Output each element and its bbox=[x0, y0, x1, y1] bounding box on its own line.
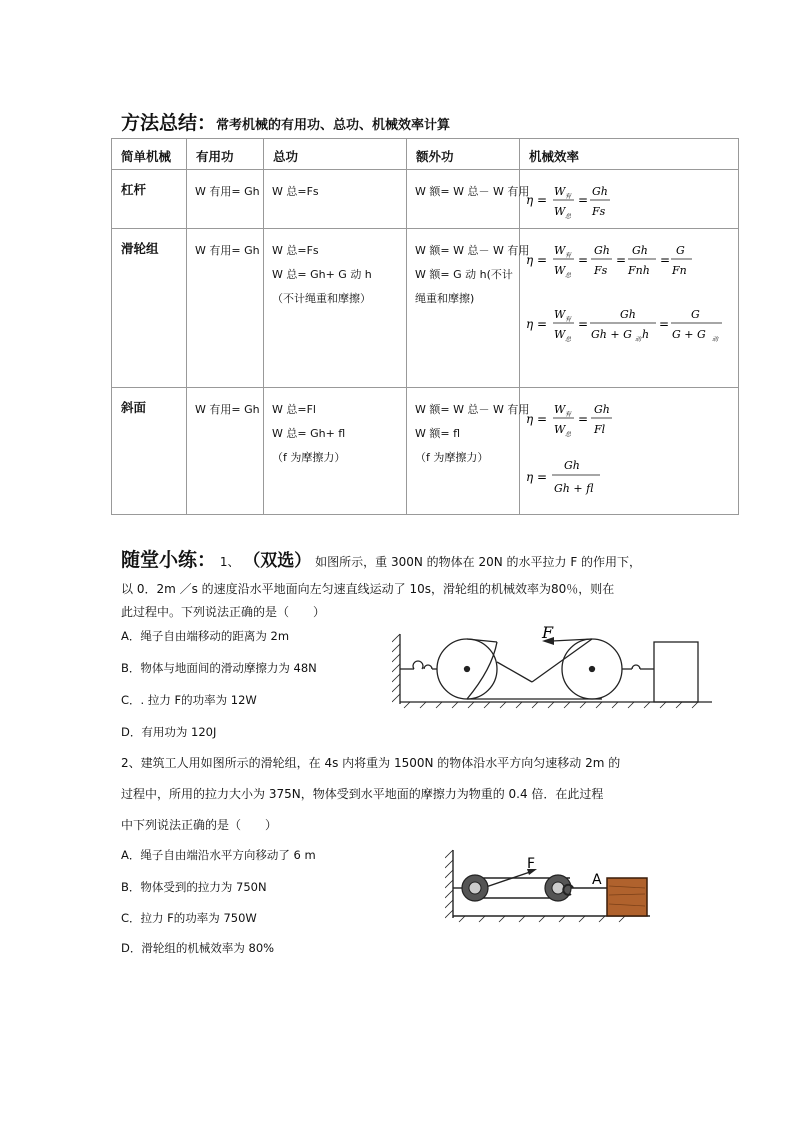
svg-text:Fnh: Fnh bbox=[628, 264, 650, 278]
q2-option-d: D．滑轮组的机械效率为 80% bbox=[121, 941, 275, 955]
q1-option-b: B．物体与地面间的滑动摩擦力为 48N bbox=[121, 661, 317, 675]
svg-text:η =: η = bbox=[526, 412, 548, 427]
svg-text:Fs: Fs bbox=[594, 264, 608, 278]
header-extra-work: 额外功 bbox=[407, 139, 520, 170]
q2-option-a: A．绳子自由端沿水平方向移动了 6 m bbox=[121, 848, 316, 862]
svg-text:η =: η = bbox=[526, 317, 548, 332]
svg-text:=: = bbox=[578, 317, 589, 332]
q2-option-c: C．拉力 F的功率为 750W bbox=[121, 911, 257, 925]
svg-text:Fs: Fs bbox=[592, 205, 606, 219]
practice-heading: 随堂小练： bbox=[121, 549, 217, 571]
q2-text-line: 2、建筑工人用如图所示的滑轮组，在 4s 内将重为 1500N 的物体沿水平方向匀速移动 2m 的 bbox=[121, 756, 621, 770]
useful-line: W 有用= Gh bbox=[195, 403, 260, 417]
q1-force-label: F bbox=[542, 623, 554, 642]
useful-cell bbox=[187, 229, 264, 388]
header-efficiency: 机械效率 bbox=[520, 139, 739, 170]
svg-text:动: 动 bbox=[635, 336, 642, 344]
q1-text-line: 以 0．2m ／s 的速度沿水平地面向左匀速直线运动了 10s，滑轮组的机械效率为80％，则在 bbox=[121, 582, 615, 596]
q1-option-c: C．. 拉力 F的功率为 12W bbox=[121, 693, 257, 707]
svg-text:=: = bbox=[578, 253, 589, 268]
svg-text:W: W bbox=[554, 205, 566, 219]
svg-text:=: = bbox=[659, 317, 670, 332]
svg-text:Fl: Fl bbox=[594, 423, 606, 437]
efficiency-cell bbox=[520, 170, 739, 229]
efficiency-formula-lever bbox=[524, 173, 734, 225]
efficiency-formula-incline bbox=[524, 391, 734, 509]
svg-text:W: W bbox=[554, 423, 566, 437]
svg-text:Fn: Fn bbox=[672, 264, 687, 278]
table-row bbox=[112, 229, 739, 388]
svg-text:W: W bbox=[554, 185, 566, 199]
extra-line: W 额= W 总－ W 有用 bbox=[415, 244, 530, 258]
svg-text:Gh: Gh bbox=[620, 308, 636, 322]
useful-line: W 有用= Gh bbox=[195, 244, 260, 258]
svg-text:W: W bbox=[554, 308, 566, 322]
summary-heading: 方法总结： bbox=[121, 112, 217, 134]
svg-text:=: = bbox=[616, 253, 627, 268]
q1-tag: （双选） bbox=[243, 551, 312, 571]
total-line: W 总= Gh+ G 动 h bbox=[272, 268, 372, 282]
extra-cell bbox=[407, 388, 530, 515]
efficiency-formula-pulley bbox=[524, 232, 736, 382]
total-line: W 总=Fs bbox=[272, 244, 319, 258]
total-line: W 总=Fs bbox=[272, 185, 319, 199]
total-line: （f 为摩擦力） bbox=[272, 451, 346, 465]
svg-text:=: = bbox=[660, 253, 671, 268]
extra-line: W 额= W 总－ W 有用 bbox=[415, 185, 530, 199]
q1-text-line: 如图所示，重 300N 的物体在 20N 的水平拉力 F 的作用下， bbox=[315, 555, 642, 569]
q2-block-label: A bbox=[592, 872, 602, 888]
svg-text:W: W bbox=[554, 264, 566, 278]
svg-text:总: 总 bbox=[565, 431, 572, 439]
q1-text-line: 此过程中。下列说法正确的是（ ） bbox=[121, 605, 326, 619]
extra-line: W 额= W 总－ W 有用 bbox=[415, 403, 530, 417]
q2-pulley-figure bbox=[445, 848, 655, 924]
extra-cell bbox=[407, 229, 530, 388]
q2-text-line: 中下列说法正确的是（ ） bbox=[121, 818, 278, 832]
svg-text:W: W bbox=[554, 328, 566, 342]
extra-line: （f 为摩擦力） bbox=[415, 451, 489, 465]
table-row bbox=[112, 170, 739, 229]
svg-text:h: h bbox=[642, 328, 650, 342]
efficiency-cell bbox=[520, 229, 739, 388]
total-line: W 总=Fl bbox=[272, 403, 316, 417]
svg-text:G + G: G + G bbox=[672, 328, 706, 342]
svg-text:η =: η = bbox=[526, 253, 548, 268]
summary-title bbox=[121, 108, 450, 135]
svg-text:=: = bbox=[578, 193, 589, 208]
extra-line: 绳重和摩擦) bbox=[415, 292, 475, 306]
svg-text:总: 总 bbox=[565, 336, 572, 344]
svg-text:η =: η = bbox=[526, 470, 548, 485]
extra-cell bbox=[407, 170, 530, 229]
useful-line: W 有用= Gh bbox=[195, 185, 260, 199]
svg-text:Gh: Gh bbox=[592, 185, 608, 199]
useful-cell bbox=[187, 170, 264, 229]
total-cell bbox=[264, 229, 407, 388]
header-useful-work: 有用功 bbox=[187, 139, 264, 170]
q2-text-line: 过程中，所用的拉力大小为 375N，物体受到水平地面的摩擦力为物重的 0.4 倍．在此过程 bbox=[121, 787, 604, 801]
q1-number: 1、 bbox=[219, 555, 240, 569]
header-machine: 简单机械 bbox=[112, 139, 187, 170]
row-name: 斜面 bbox=[112, 388, 187, 515]
total-cell bbox=[264, 170, 407, 229]
header-total-work: 总功 bbox=[264, 139, 407, 170]
svg-text:=: = bbox=[578, 412, 589, 427]
q2-option-b: B．物体受到的拉力为 750N bbox=[121, 880, 267, 894]
svg-text:Gh: Gh bbox=[594, 403, 610, 417]
total-line: （不计绳重和摩擦） bbox=[272, 292, 371, 306]
extra-line: W 额= G 动 h(不计 bbox=[415, 268, 513, 282]
svg-text:有: 有 bbox=[565, 411, 572, 419]
svg-text:G: G bbox=[691, 308, 700, 322]
q1-option-d: D．有用功为 120J bbox=[121, 725, 217, 739]
practice-q1-header bbox=[121, 545, 641, 572]
svg-text:有: 有 bbox=[565, 316, 572, 324]
svg-text:Gh: Gh bbox=[564, 459, 580, 473]
q2-force-label: F bbox=[527, 856, 536, 872]
table-header-row bbox=[112, 139, 739, 170]
q1-pulley-figure bbox=[392, 622, 718, 712]
methods-table bbox=[111, 138, 739, 515]
svg-text:η =: η = bbox=[526, 193, 548, 208]
svg-text:Gh + G: Gh + G bbox=[591, 328, 632, 342]
total-cell bbox=[264, 388, 407, 515]
svg-text:G: G bbox=[676, 244, 685, 258]
summary-subheading: 常考机械的有用功、总功、机械效率计算 bbox=[216, 118, 451, 133]
extra-line: W 额= fl bbox=[415, 427, 461, 441]
svg-text:总: 总 bbox=[565, 213, 572, 221]
table-row bbox=[112, 388, 739, 515]
svg-text:W: W bbox=[554, 244, 566, 258]
svg-text:Gh: Gh bbox=[594, 244, 610, 258]
total-line: W 总= Gh+ fl bbox=[272, 427, 346, 441]
row-name: 杠杆 bbox=[112, 170, 187, 229]
svg-text:Gh + fl: Gh + fl bbox=[554, 482, 594, 496]
svg-text:总: 总 bbox=[565, 272, 572, 280]
svg-text:有: 有 bbox=[565, 252, 572, 260]
q1-option-a: A．绳子自由端移动的距离为 2m bbox=[121, 629, 290, 643]
svg-text:W: W bbox=[554, 403, 566, 417]
useful-cell bbox=[187, 388, 264, 515]
svg-text:动: 动 bbox=[712, 336, 719, 344]
svg-text:有: 有 bbox=[565, 193, 572, 201]
efficiency-cell bbox=[520, 388, 739, 515]
svg-text:Gh: Gh bbox=[632, 244, 648, 258]
row-name: 滑轮组 bbox=[112, 229, 187, 388]
